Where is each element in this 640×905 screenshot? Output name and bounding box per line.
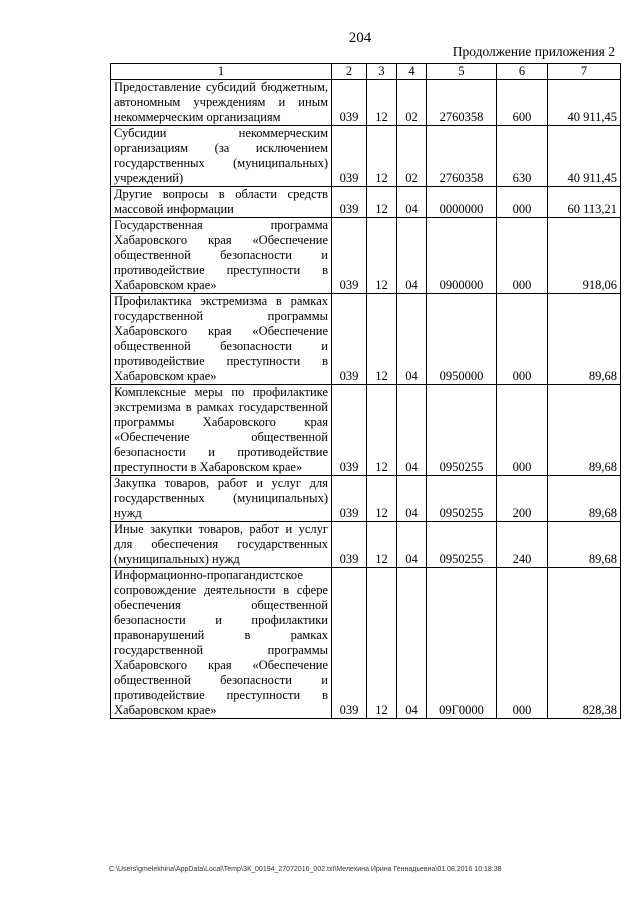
table-row [111,294,621,385]
code-cell: 0900000 [427,218,497,294]
code-cell: 12 [367,187,397,218]
code-cell: 000 [497,385,548,476]
code-cell: 000 [497,568,548,719]
code-cell: 2760358 [427,126,497,187]
header-row [111,64,621,80]
page-number: 204 [348,30,372,46]
code-cell: 04 [397,294,427,385]
amount-cell: 89,68 [548,385,621,476]
table-row [111,218,621,294]
column-header: 1 [111,64,332,80]
table-row [111,476,621,522]
code-cell: 039 [332,80,367,126]
code-cell: 12 [367,126,397,187]
row-description: Государственная программа Хабаровского края «Обеспечение общественной безопасности и противодействие преступности в Хабаровском крае» [111,218,332,294]
column-header: 7 [548,64,621,80]
code-cell: 04 [397,187,427,218]
appendix-title: Продолжение приложения 2 [452,44,615,59]
table-row [111,568,621,719]
code-cell: 12 [367,294,397,385]
amount-cell: 828,38 [548,568,621,719]
table-row [111,126,621,187]
code-cell: 12 [367,476,397,522]
file-path-footer: C:\Users\gmelekhina\AppData\Local\Temp\ЗК_00194_27072016_002.txt\Мелехина Ирина Геннадьевна\01.08.2016 10:18:38 [109,866,502,873]
code-cell: 12 [367,385,397,476]
column-header: 6 [497,64,548,80]
table-row [111,80,621,126]
code-cell: 0950255 [427,522,497,568]
code-cell: 000 [497,187,548,218]
code-cell: 200 [497,476,548,522]
code-cell: 039 [332,522,367,568]
code-cell: 000 [497,218,548,294]
amount-cell: 40 911,45 [548,126,621,187]
code-cell: 039 [332,187,367,218]
code-cell: 0950255 [427,385,497,476]
code-cell: 0950000 [427,294,497,385]
code-cell: 04 [397,476,427,522]
column-header: 5 [427,64,497,80]
row-description: Комплексные меры по профилактике экстремизма в рамках государственной программы Хабаровского края «Обеспечение общественной безопасности и противодействие преступности в Хабаровском крае» [111,385,332,476]
code-cell: 039 [332,218,367,294]
code-cell: 09Г0000 [427,568,497,719]
row-description: Иные закупки товаров, работ и услуг для обеспечения государственных (муниципальных) нужд [111,522,332,568]
code-cell: 039 [332,385,367,476]
code-cell: 04 [397,218,427,294]
code-cell: 04 [397,385,427,476]
code-cell: 12 [367,218,397,294]
code-cell: 240 [497,522,548,568]
column-header: 2 [332,64,367,80]
amount-cell: 60 113,21 [548,187,621,218]
code-cell: 04 [397,568,427,719]
code-cell: 04 [397,522,427,568]
amount-cell: 89,68 [548,294,621,385]
amount-cell: 918,06 [548,218,621,294]
amount-cell: 89,68 [548,476,621,522]
code-cell: 2760358 [427,80,497,126]
row-description: Профилактика экстремизма в рамках государственной программы Хабаровского края «Обеспечение общественной безопасности и противодействие преступности в Хабаровском крае» [111,294,332,385]
code-cell: 039 [332,476,367,522]
amount-cell: 89,68 [548,522,621,568]
code-cell: 630 [497,126,548,187]
code-cell: 12 [367,568,397,719]
code-cell: 039 [332,294,367,385]
row-description: Закупка товаров, работ и услуг для государственных (муниципальных) нужд [111,476,332,522]
column-header: 3 [367,64,397,80]
code-cell: 600 [497,80,548,126]
amount-cell: 40 911,45 [548,80,621,126]
row-description: Предоставление субсидий бюджетным, автономным учреждениям и иным некоммерческим организациям [111,80,332,126]
code-cell: 12 [367,522,397,568]
column-header: 4 [397,64,427,80]
row-description: Субсидии некоммерческим организациям (за исключением государственных (муниципальных) учреждений) [111,126,332,187]
code-cell: 0000000 [427,187,497,218]
code-cell: 02 [397,80,427,126]
row-description: Информационно-пропагандистское сопровождение деятельности в сфере обеспечения общественной безопасности и профилактики правонарушений в рамках государственной программы Хабаровского края «Обеспечение общественной безопасности и противодействие преступности в Хабаровском крае» [111,568,332,719]
table-row [111,187,621,218]
code-cell: 000 [497,294,548,385]
code-cell: 0950255 [427,476,497,522]
code-cell: 02 [397,126,427,187]
code-cell: 039 [332,568,367,719]
table-row [111,522,621,568]
table-row [111,385,621,476]
budget-table [110,63,621,719]
code-cell: 12 [367,80,397,126]
row-description: Другие вопросы в области средств массовой информации [111,187,332,218]
code-cell: 039 [332,126,367,187]
